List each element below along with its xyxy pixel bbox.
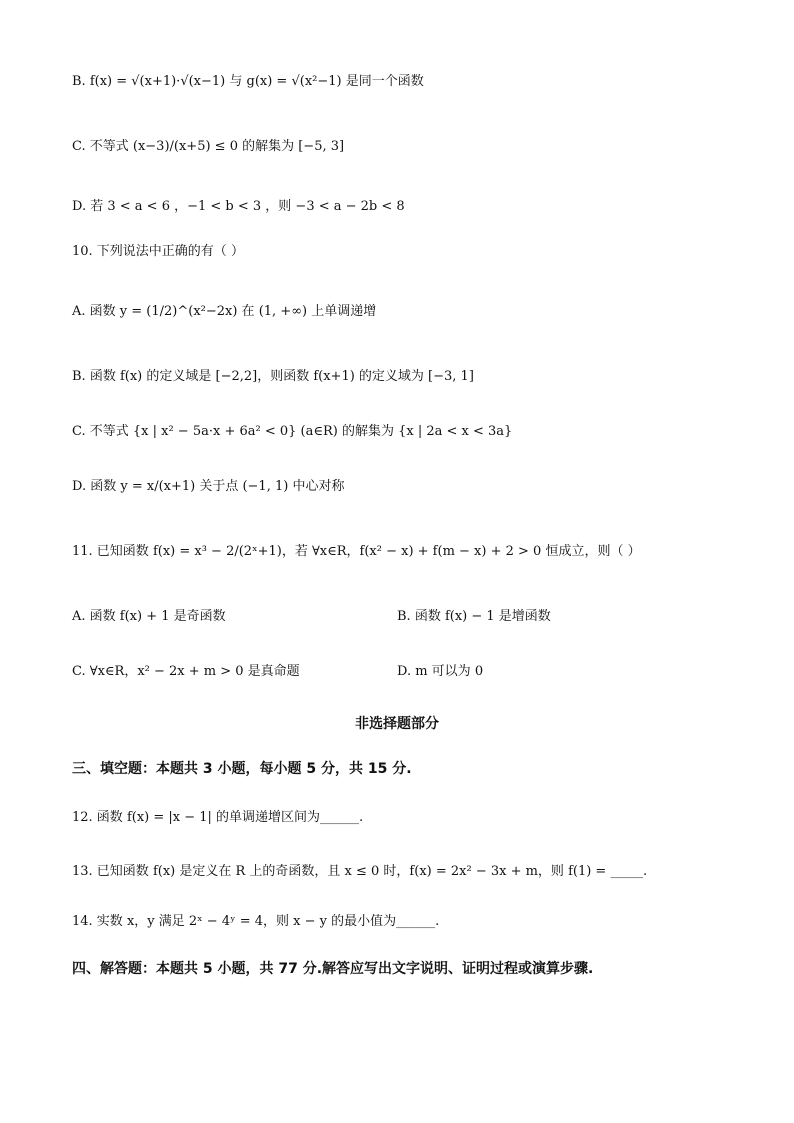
section-4-title: 四、解答题：本题共 5 小题，共 77 分.解答应写出文字说明、证明过程或演算步骤. xyxy=(72,961,594,977)
q11-stem: 11. 已知函数 f(x) = x³ − 2/(2ˣ+1)，若 ∀x∈R，f(x² − x) + f(m − x) + 2 > 0 恒成立，则（ ） xyxy=(72,544,641,559)
q11-option-a: A. 函数 f(x) + 1 是奇函数 xyxy=(72,609,226,624)
q12: 12. 函数 f(x) = |x − 1| 的单调递增区间为______. xyxy=(72,810,364,825)
q10-option-c: C. 不等式 {x | x² − 5a·x + 6a² < 0} (a∈R) 的解集为 {x | 2a < x < 3a} xyxy=(72,424,513,439)
section-nonchoice-title: 非选择题部分 xyxy=(355,716,439,732)
q11-option-c: C. ∀x∈R，x² − 2x + m > 0 是真命题 xyxy=(72,664,300,679)
q14: 14. 实数 x，y 满足 2ˣ − 4ʸ = 4，则 x − y 的最小值为______. xyxy=(72,914,440,929)
q10-option-b: B. 函数 f(x) 的定义域是 [−2,2]，则函数 f(x+1) 的定义域为 [−3, 1] xyxy=(72,369,474,384)
q10-option-a: A. 函数 y = (1/2)^(x²−2x) 在 (1, +∞) 上单调递增 xyxy=(72,304,377,319)
section-3-title: 三、填空题：本题共 3 小题，每小题 5 分，共 15 分. xyxy=(72,761,412,777)
q9-option-c: C. 不等式 (x−3)/(x+5) ≤ 0 的解集为 [−5, 3] xyxy=(72,139,345,154)
q9-option-b: B. f(x) = √(x+1)·√(x−1) 与 g(x) = √(x²−1) 是同一个函数 xyxy=(72,74,424,89)
q11-option-d: D. m 可以为 0 xyxy=(397,664,484,679)
q13: 13. 已知函数 f(x) 是定义在 R 上的奇函数，且 x ≤ 0 时，f(x) = 2x² − 3x + m，则 f(1) = _____. xyxy=(72,864,648,879)
q10-stem: 10. 下列说法中正确的有（ ） xyxy=(72,244,244,259)
q11-option-b: B. 函数 f(x) − 1 是增函数 xyxy=(397,609,551,624)
q10-option-d: D. 函数 y = x/(x+1) 关于点 (−1, 1) 中心对称 xyxy=(72,479,345,494)
q9-option-d: D. 若 3 < a < 6 ，−1 < b < 3 ，则 −3 < a − 2b < 8 xyxy=(72,199,405,214)
